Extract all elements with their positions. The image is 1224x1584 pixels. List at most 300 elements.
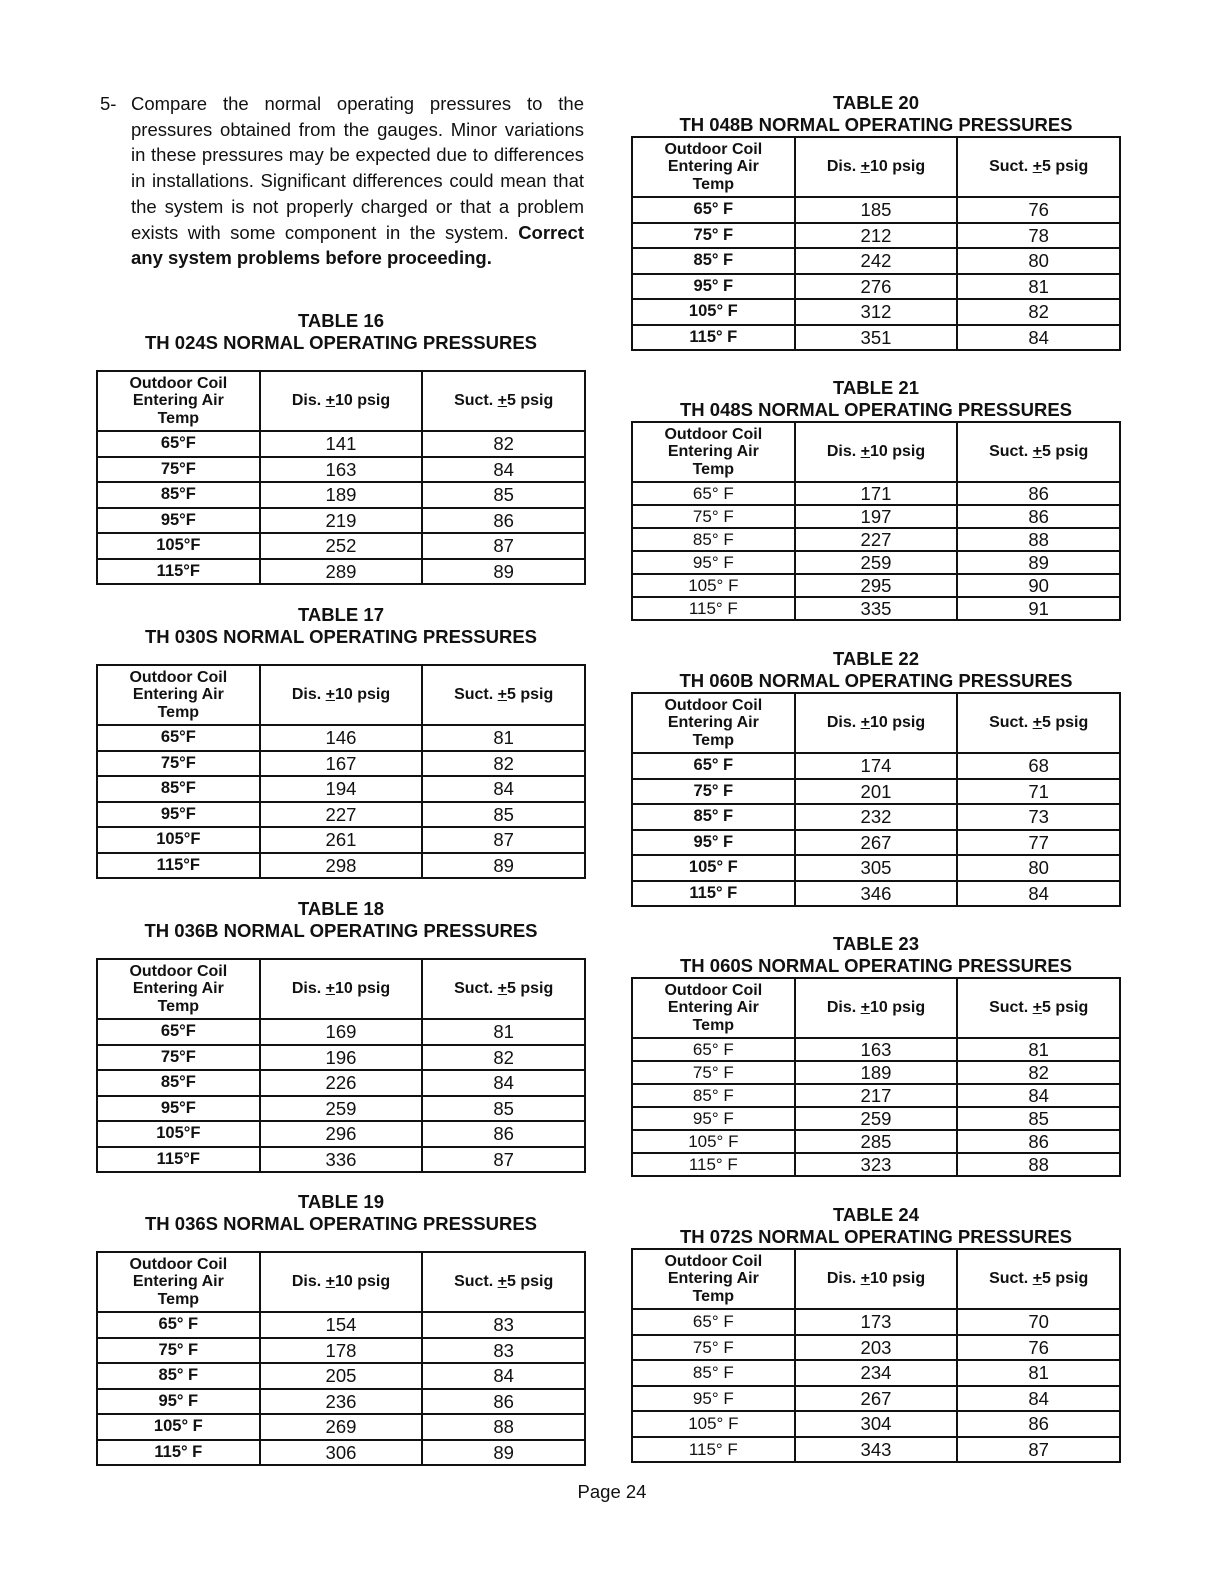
table-row [632,753,1120,779]
header-suct-suffix: 5 psig [1041,443,1089,461]
temp-cell: 85° F [632,804,795,830]
temp-cell: 85°F [97,1070,260,1096]
table-row [632,804,1120,830]
pressure-table [631,692,1121,907]
header-temp-line: Temp [692,731,735,749]
temp-cell: 95° F [632,1386,795,1412]
suction-cell: 89 [957,551,1120,574]
header-suct-pm: + [1032,714,1042,732]
header-dis-pm: + [860,158,870,176]
table-row [632,274,1120,300]
header-discharge [260,959,423,1019]
temp-cell: 95°F [97,508,260,534]
header-temp [632,422,795,482]
table-row [97,482,585,508]
discharge-cell: 178 [260,1338,423,1364]
header-dis-suffix: 10 psig [334,686,391,704]
header-suct-suffix: 5 psig [506,686,554,704]
table-row [97,1045,585,1071]
discharge-cell: 163 [795,1038,958,1061]
header-temp-line: Outdoor Coil [664,1252,763,1270]
suction-cell: 80 [957,248,1120,274]
temp-cell: 75° F [632,1061,795,1084]
temp-cell: 115°F [97,559,260,585]
table-row [632,1309,1120,1335]
temp-cell: 75° F [632,505,795,528]
table-row [97,1147,585,1173]
header-dis-prefix: Dis. [291,980,326,998]
table-row [632,1061,1120,1084]
header-temp [632,1249,795,1309]
table-row [97,457,585,483]
discharge-cell: 269 [260,1414,423,1440]
header-dis-pm: + [325,1273,335,1291]
discharge-cell: 227 [260,802,423,828]
header-suct-prefix: Suct. [989,443,1033,461]
header-suct-pm: + [1032,158,1042,176]
header-discharge [795,978,958,1038]
table-number: TABLE 20 [832,92,919,113]
temp-cell: 95°F [97,1096,260,1122]
discharge-cell: 141 [260,431,423,457]
table-21 [631,377,1121,621]
header-suction [957,693,1120,753]
suction-cell: 90 [957,574,1120,597]
table-row [97,1070,585,1096]
discharge-cell: 343 [795,1437,958,1463]
suction-cell: 80 [957,855,1120,881]
header-row [97,371,585,431]
table-row [97,827,585,853]
header-temp-line: Entering Air [132,980,224,998]
suction-cell: 84 [957,1386,1120,1412]
step-number: 5- [100,93,117,114]
suction-cell: 81 [957,274,1120,300]
table-row [97,853,585,879]
suction-cell: 78 [957,223,1120,249]
header-temp-line: Temp [157,1290,200,1308]
table-row [632,223,1120,249]
suction-cell: 68 [957,753,1120,779]
discharge-cell: 232 [795,804,958,830]
table-title: TH 060S NORMAL OPERATING PRESSURES [680,955,1072,976]
table-number: TABLE 23 [832,933,919,954]
header-suct-prefix: Suct. [989,1270,1033,1288]
table-row [97,1363,585,1389]
header-suct-pm: + [497,1273,507,1291]
header-suct-suffix: 5 psig [1041,999,1089,1017]
suction-cell: 84 [422,1070,585,1096]
suction-cell: 85 [422,1096,585,1122]
suction-cell: 84 [957,325,1120,351]
discharge-cell: 203 [795,1335,958,1361]
suction-cell: 85 [422,482,585,508]
suction-cell: 82 [957,299,1120,325]
temp-cell: 85° F [632,248,795,274]
table-title: TH 048S NORMAL OPERATING PRESSURES [680,399,1072,420]
discharge-cell: 346 [795,881,958,907]
table-title: TH 030S NORMAL OPERATING PRESSURES [145,626,537,647]
header-dis-suffix: 10 psig [869,443,926,461]
table-19 [96,1191,586,1466]
suction-cell: 88 [957,528,1120,551]
temp-cell: 85° F [97,1363,260,1389]
table-row [632,830,1120,856]
table-row [632,551,1120,574]
header-suct-pm: + [497,980,507,998]
temp-cell: 115° F [632,1153,795,1176]
table-title: TH 072S NORMAL OPERATING PRESSURES [680,1226,1072,1247]
header-temp-line: Entering Air [132,686,224,704]
header-temp-line: Entering Air [667,999,759,1017]
suction-cell: 86 [957,482,1120,505]
discharge-cell: 154 [260,1312,423,1338]
discharge-cell: 169 [260,1019,423,1045]
header-discharge [260,371,423,431]
temp-cell: 75°F [97,457,260,483]
header-suct-prefix: Suct. [454,980,498,998]
table-row [97,1121,585,1147]
header-temp [97,371,260,431]
header-discharge [260,665,423,725]
header-dis-suffix: 10 psig [334,980,391,998]
suction-cell: 84 [422,776,585,802]
discharge-cell: 267 [795,1386,958,1412]
header-suct-suffix: 5 psig [506,1273,554,1291]
table-row [632,482,1120,505]
header-suct-prefix: Suct. [454,686,498,704]
suction-cell: 89 [422,559,585,585]
header-temp-line: Entering Air [132,1273,224,1291]
suction-cell: 87 [957,1437,1120,1463]
temp-cell: 75°F [97,1045,260,1071]
step-5-paragraph [100,91,584,271]
header-discharge [795,1249,958,1309]
discharge-cell: 312 [795,299,958,325]
header-dis-suffix: 10 psig [334,392,391,410]
temp-cell: 95° F [632,551,795,574]
temp-cell: 105° F [97,1414,260,1440]
header-temp [632,137,795,197]
header-dis-suffix: 10 psig [869,999,926,1017]
suction-cell: 76 [957,1335,1120,1361]
table-number: TABLE 19 [297,1191,384,1212]
table-row [632,1360,1120,1386]
table-caption [631,1204,1121,1248]
temp-cell: 65°F [97,431,260,457]
temp-cell: 75° F [632,779,795,805]
temp-cell: 65° F [632,197,795,223]
discharge-cell: 171 [795,482,958,505]
suction-cell: 86 [957,1130,1120,1153]
temp-cell: 95° F [632,830,795,856]
pressure-table [631,421,1121,621]
discharge-cell: 226 [260,1070,423,1096]
table-row [632,1335,1120,1361]
header-dis-pm: + [325,980,335,998]
discharge-cell: 185 [795,197,958,223]
table-title: TH 048B NORMAL OPERATING PRESSURES [679,114,1073,135]
header-dis-prefix: Dis. [291,686,326,704]
table-16 [96,310,586,585]
pressure-table [631,136,1121,351]
suction-cell: 88 [957,1153,1120,1176]
table-number: TABLE 24 [832,1204,919,1225]
table-number: TABLE 22 [832,648,919,669]
discharge-cell: 298 [260,853,423,879]
header-dis-prefix: Dis. [291,392,326,410]
discharge-cell: 189 [795,1061,958,1084]
table-row [97,1414,585,1440]
table-row [632,1084,1120,1107]
header-row [632,137,1120,197]
temp-cell: 65° F [632,482,795,505]
header-discharge [795,693,958,753]
header-temp-line: Entering Air [667,714,759,732]
table-row [632,1411,1120,1437]
table-row [97,533,585,559]
suction-cell: 84 [957,881,1120,907]
header-temp-line: Entering Air [667,1270,759,1288]
pressure-table [631,977,1121,1177]
suction-cell: 77 [957,830,1120,856]
discharge-cell: 261 [260,827,423,853]
temp-cell: 105° F [632,299,795,325]
suction-cell: 84 [957,1084,1120,1107]
table-row [97,508,585,534]
table-number: TABLE 18 [297,898,384,919]
pressure-table [96,958,586,1173]
header-temp-line: Temp [157,703,200,721]
header-dis-suffix: 10 psig [334,1273,391,1291]
table-row [632,528,1120,551]
table-row [97,1389,585,1415]
table-row [632,1437,1120,1463]
header-temp-line: Temp [692,1287,735,1305]
header-suct-suffix: 5 psig [1041,158,1089,176]
table-row [632,1153,1120,1176]
header-dis-prefix: Dis. [826,158,861,176]
table-row [97,1338,585,1364]
discharge-cell: 259 [795,1107,958,1130]
discharge-cell: 173 [795,1309,958,1335]
discharge-cell: 289 [260,559,423,585]
header-suction [422,1252,585,1312]
temp-cell: 75°F [97,751,260,777]
step-bold-warning: Correct any system problems before proceeding. [131,221,584,269]
temp-cell: 75° F [632,1335,795,1361]
header-temp-line: Temp [692,460,735,478]
suction-cell: 82 [422,431,585,457]
table-row [97,802,585,828]
discharge-cell: 219 [260,508,423,534]
temp-cell: 75° F [632,223,795,249]
temp-cell: 65°F [97,1019,260,1045]
table-row [97,1096,585,1122]
header-temp-line: Outdoor Coil [664,981,763,999]
suction-cell: 87 [422,533,585,559]
table-row [632,505,1120,528]
suction-cell: 89 [422,1440,585,1466]
suction-cell: 73 [957,804,1120,830]
temp-cell: 95° F [632,274,795,300]
header-suct-pm: + [1032,443,1042,461]
table-row [97,431,585,457]
table-row [97,776,585,802]
temp-cell: 115° F [97,1440,260,1466]
temp-cell: 75° F [97,1338,260,1364]
header-temp-line: Outdoor Coil [129,962,228,980]
header-dis-suffix: 10 psig [869,158,926,176]
discharge-cell: 217 [795,1084,958,1107]
discharge-cell: 234 [795,1360,958,1386]
table-row [632,881,1120,907]
header-suct-prefix: Suct. [989,999,1033,1017]
discharge-cell: 295 [795,574,958,597]
header-dis-pm: + [860,443,870,461]
temp-cell: 115°F [97,1147,260,1173]
header-temp-line: Outdoor Coil [129,668,228,686]
table-caption [96,310,586,354]
discharge-cell: 174 [795,753,958,779]
header-dis-prefix: Dis. [826,999,861,1017]
header-temp-line: Entering Air [667,158,759,176]
table-row [632,325,1120,351]
suction-cell: 81 [957,1038,1120,1061]
table-17 [96,604,586,879]
table-caption [631,92,1121,136]
table-title: TH 036B NORMAL OPERATING PRESSURES [144,920,538,941]
header-temp [97,959,260,1019]
suction-cell: 81 [957,1360,1120,1386]
temp-cell: 95° F [632,1107,795,1130]
temp-cell: 115° F [632,597,795,620]
discharge-cell: 351 [795,325,958,351]
suction-cell: 86 [422,508,585,534]
suction-cell: 85 [957,1107,1120,1130]
header-row [632,422,1120,482]
header-suct-suffix: 5 psig [506,980,554,998]
suction-cell: 87 [422,827,585,853]
header-dis-suffix: 10 psig [869,714,926,732]
header-temp [97,1252,260,1312]
discharge-cell: 336 [260,1147,423,1173]
suction-cell: 88 [422,1414,585,1440]
temp-cell: 85° F [632,528,795,551]
pressure-table [96,370,586,585]
header-discharge [795,422,958,482]
temp-cell: 85°F [97,776,260,802]
header-suction [422,959,585,1019]
header-dis-prefix: Dis. [291,1273,326,1291]
header-dis-pm: + [325,392,335,410]
temp-cell: 85°F [97,482,260,508]
header-temp-line: Temp [692,175,735,193]
header-suction [957,137,1120,197]
header-row [632,693,1120,753]
header-temp-line: Temp [692,1016,735,1034]
temp-cell: 95° F [97,1389,260,1415]
table-23 [631,933,1121,1177]
discharge-cell: 167 [260,751,423,777]
header-suct-pm: + [497,392,507,410]
step-text [131,91,584,271]
header-dis-prefix: Dis. [826,714,861,732]
suction-cell: 86 [957,1411,1120,1437]
suction-cell: 81 [422,1019,585,1045]
header-dis-prefix: Dis. [826,1270,861,1288]
header-dis-pm: + [325,686,335,704]
discharge-cell: 267 [795,830,958,856]
table-row [97,559,585,585]
header-suction [422,665,585,725]
discharge-cell: 146 [260,725,423,751]
temp-cell: 115° F [632,881,795,907]
discharge-cell: 259 [795,551,958,574]
header-suction [957,422,1120,482]
temp-cell: 105°F [97,1121,260,1147]
table-number: TABLE 17 [297,604,384,625]
suction-cell: 89 [422,853,585,879]
header-suct-suffix: 5 psig [506,392,554,410]
header-temp-line: Entering Air [667,443,759,461]
header-row [97,1252,585,1312]
temp-cell: 115° F [632,1437,795,1463]
discharge-cell: 227 [795,528,958,551]
discharge-cell: 196 [260,1045,423,1071]
header-temp-line: Outdoor Coil [129,1255,228,1273]
table-title: TH 024S NORMAL OPERATING PRESSURES [145,332,537,353]
header-dis-pm: + [860,1270,870,1288]
suction-cell: 70 [957,1309,1120,1335]
discharge-cell: 259 [260,1096,423,1122]
table-row [97,1440,585,1466]
table-number: TABLE 16 [297,310,384,331]
table-row [632,248,1120,274]
suction-cell: 84 [422,1363,585,1389]
header-dis-pm: + [860,714,870,732]
table-caption [96,604,586,648]
header-temp [632,693,795,753]
temp-cell: 105° F [632,1411,795,1437]
suction-cell: 91 [957,597,1120,620]
table-row [632,597,1120,620]
discharge-cell: 323 [795,1153,958,1176]
table-title: TH 060B NORMAL OPERATING PRESSURES [679,670,1073,691]
discharge-cell: 197 [795,505,958,528]
suction-cell: 82 [422,1045,585,1071]
temp-cell: 105°F [97,827,260,853]
suction-cell: 86 [422,1389,585,1415]
temp-cell: 115° F [632,325,795,351]
temp-cell: 105°F [97,533,260,559]
header-suct-suffix: 5 psig [1041,714,1089,732]
table-20 [631,92,1121,351]
table-caption [631,648,1121,692]
discharge-cell: 252 [260,533,423,559]
header-suct-prefix: Suct. [454,392,498,410]
suction-cell: 82 [957,1061,1120,1084]
temp-cell: 95°F [97,802,260,828]
header-row [97,665,585,725]
table-row [632,1130,1120,1153]
table-number: TABLE 21 [832,377,919,398]
temp-cell: 105° F [632,1130,795,1153]
table-caption [631,377,1121,421]
pressure-table [631,1248,1121,1463]
suction-cell: 81 [422,725,585,751]
suction-cell: 86 [422,1121,585,1147]
